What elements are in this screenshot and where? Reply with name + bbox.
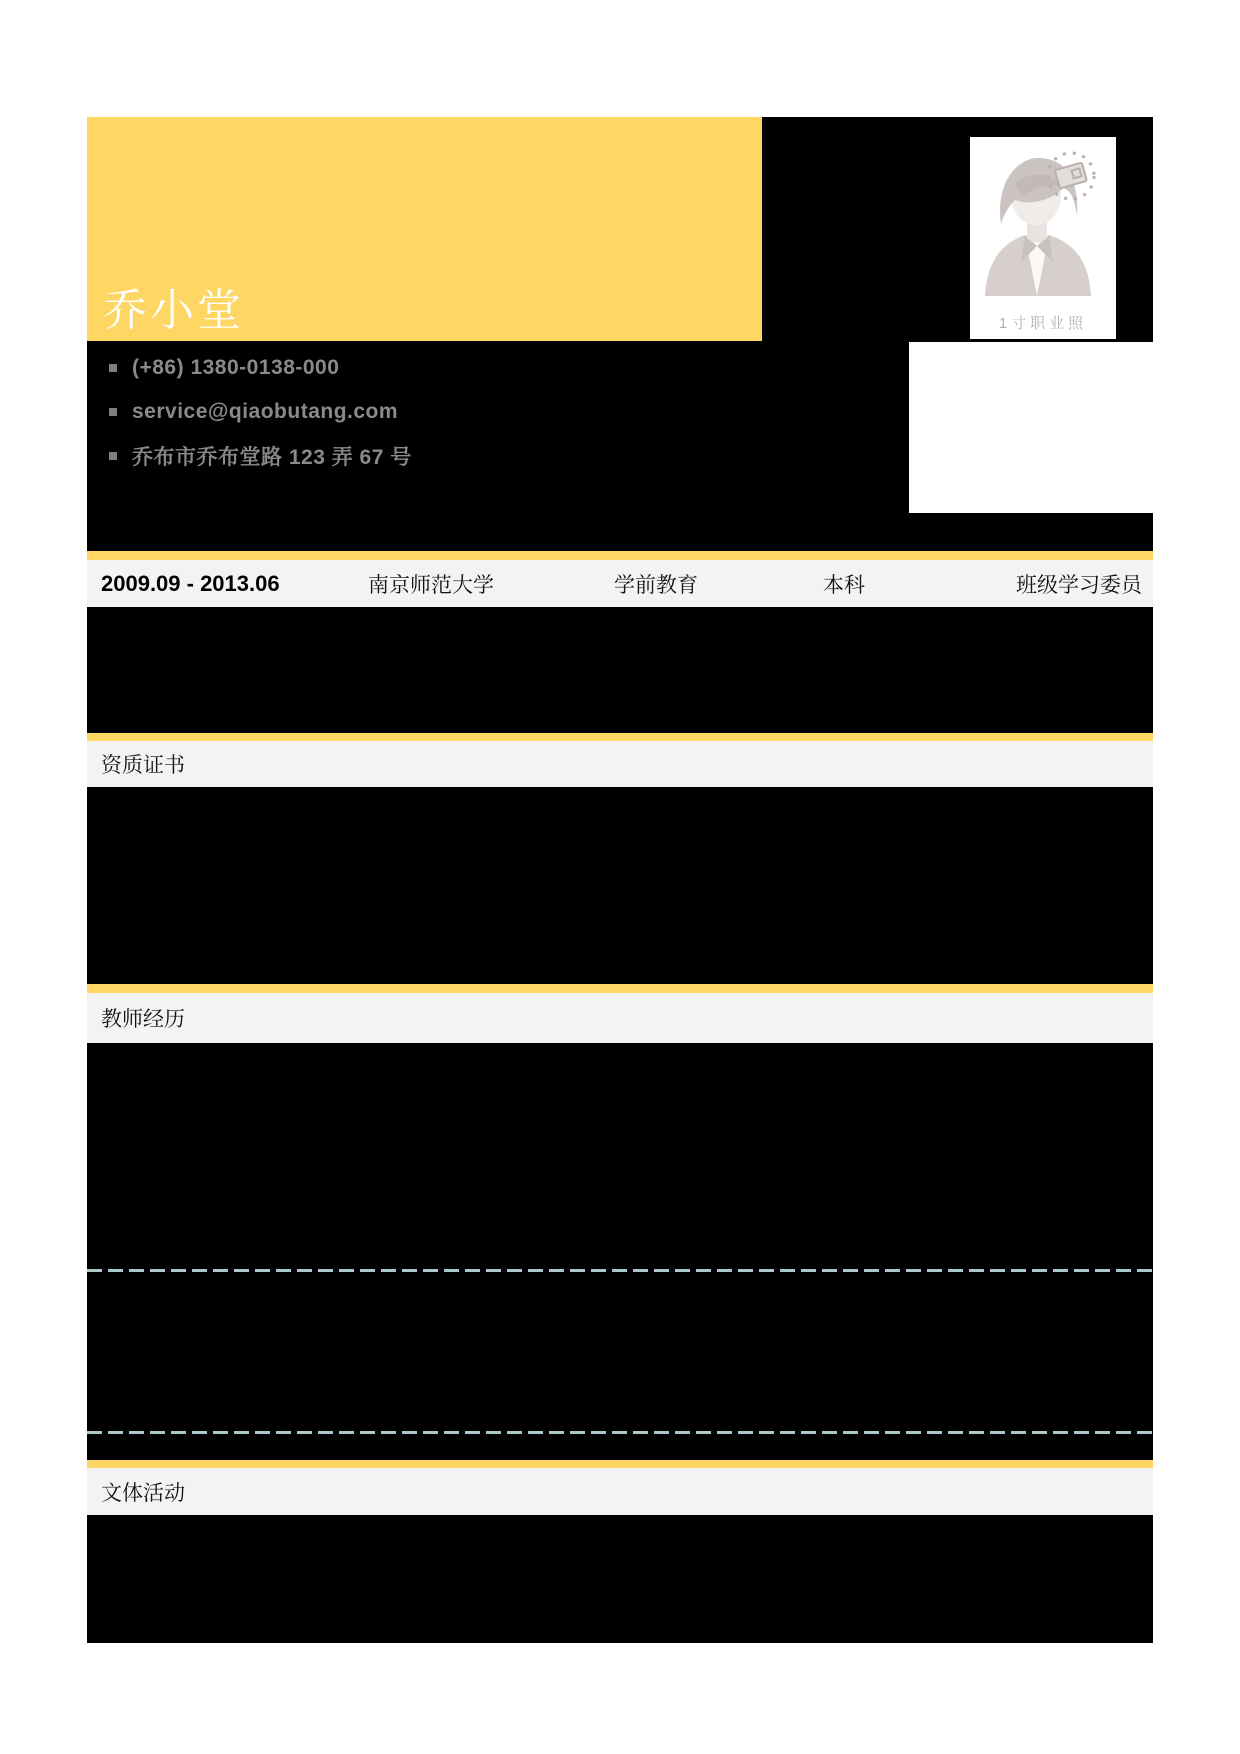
blank-panel: [909, 342, 1153, 513]
resume-content: [87, 117, 1153, 1643]
education-row: [87, 560, 1153, 607]
section-header-activities: [87, 1468, 1153, 1515]
section-title: 教师经历: [101, 1008, 185, 1031]
education-role: 班级学习委员: [1016, 573, 1142, 597]
content-block-certificates: [87, 787, 1153, 984]
contact-list: [109, 355, 412, 468]
bullet-square-icon: [109, 452, 117, 460]
section-accent-stripe: [87, 1460, 1153, 1468]
dashed-divider: [87, 1431, 1153, 1434]
contact-phone: [109, 355, 412, 380]
profile-photo-frame: [968, 135, 1118, 341]
bullet-square-icon: [109, 408, 117, 416]
content-block-education: [87, 607, 1153, 733]
section-accent-stripe: [87, 551, 1153, 560]
name-block: [87, 117, 762, 341]
section-title: 资质证书: [101, 754, 185, 777]
contact-address: [109, 443, 412, 468]
photo-caption: 1寸职业照: [998, 315, 1088, 332]
section-header-teaching: [87, 993, 1153, 1043]
person-silhouette-icon: [977, 144, 1109, 296]
section-header-certificates: [87, 741, 1153, 787]
bullet-square-icon: [109, 364, 117, 372]
dashed-divider: [87, 1269, 1153, 1272]
contact-email: [109, 399, 412, 424]
street-address: 乔布市乔布堂路 123 弄 67 号: [132, 445, 412, 469]
header-banner: [87, 117, 1153, 551]
phone-number: (+86) 1380-0138-000: [132, 355, 340, 379]
candidate-name: 乔小堂: [103, 285, 244, 335]
education-major: 学前教育: [614, 573, 698, 597]
content-block-teaching: [87, 1043, 1153, 1460]
section-accent-stripe: [87, 733, 1153, 741]
content-block-activities: [87, 1515, 1153, 1643]
section-title: 文体活动: [101, 1481, 185, 1505]
education-period: 2009.09 - 2013.06: [101, 570, 280, 596]
section-accent-stripe: [87, 984, 1153, 993]
education-degree: 本科: [823, 573, 865, 597]
education-school: 南京师范大学: [368, 573, 494, 597]
email-address: service@qiaobutang.com: [132, 399, 399, 423]
